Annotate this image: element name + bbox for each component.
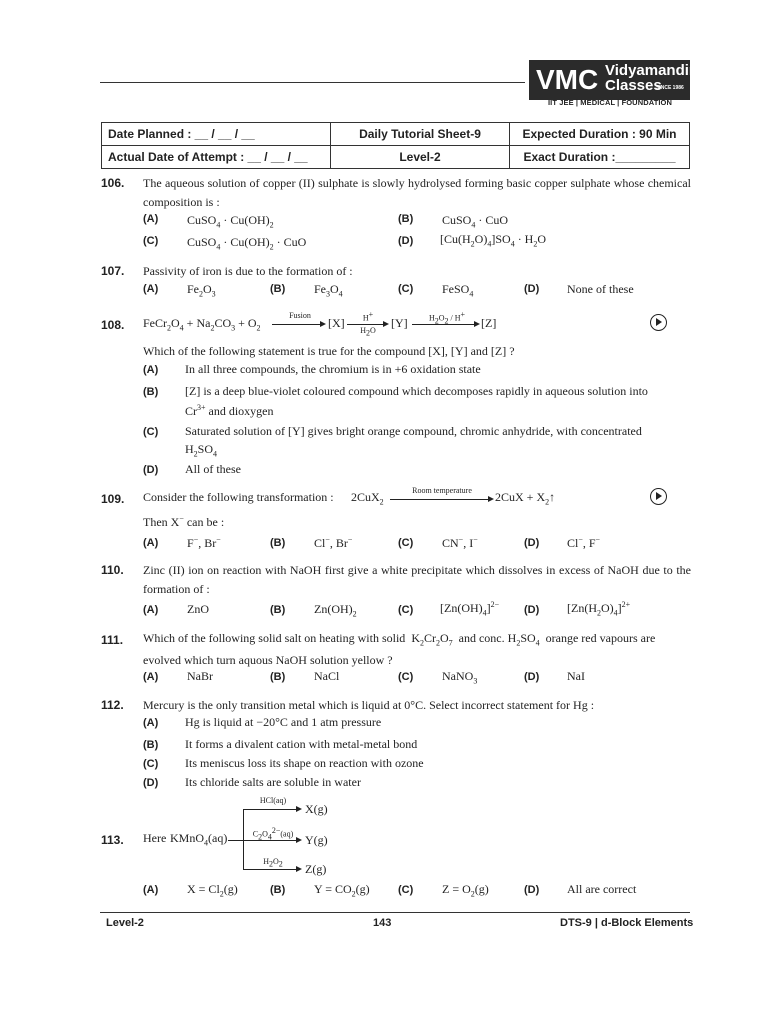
q113-arrow-top bbox=[243, 809, 300, 810]
q110-option-b-label: (B) bbox=[270, 604, 286, 616]
q108-option-d-label: (D) bbox=[143, 464, 159, 476]
q109-option-d: Cl−, F− bbox=[567, 535, 601, 550]
q113-option-d-label: (D) bbox=[524, 884, 540, 896]
q113-here: Here bbox=[143, 831, 167, 845]
q113-number: 113. bbox=[101, 833, 124, 847]
q107-option-d: None of these bbox=[567, 282, 634, 296]
q110-option-c-label: (C) bbox=[398, 604, 414, 616]
q110-option-a: ZnO bbox=[187, 602, 209, 616]
q109-option-b-label: (B) bbox=[270, 537, 286, 549]
date-planned: Date Planned : __ / __ / __ bbox=[102, 123, 331, 146]
q109-option-c-label: (C) bbox=[398, 537, 414, 549]
q109-arrow-label: Room temperature bbox=[412, 486, 472, 495]
q107-option-a: $Fe_2O_3$ bbox=[187, 282, 216, 299]
q110-option-d-label: (D) bbox=[524, 604, 540, 616]
logo-name-line1: Vidyamandir bbox=[605, 62, 695, 79]
q112-text: Mercury is the only transition metal which is liquid at 0°C. Select incorrect statement for Hg : bbox=[143, 698, 595, 712]
q109-option-a-label: (A) bbox=[143, 537, 159, 549]
q107-option-b: $Fe_3O_4$ bbox=[314, 282, 343, 299]
q111-number: 111. bbox=[101, 633, 124, 647]
q113-product-y: Y(g) bbox=[305, 833, 328, 847]
q111-text-line2: evolved which turn aquous NaOH solution yellow ? bbox=[143, 653, 393, 667]
page-number: 143 bbox=[373, 917, 392, 929]
q108-z: [Z] bbox=[481, 316, 497, 330]
q109-text: Consider the following transformation : bbox=[143, 490, 334, 504]
header-rule bbox=[100, 82, 525, 83]
exact-duration: Exact Duration :_________ bbox=[510, 146, 690, 169]
q113-option-a-label: (A) bbox=[143, 884, 159, 896]
q111-option-b: NaCl bbox=[314, 669, 340, 683]
q112-option-b: It forms a divalent cation with metal-metal bond bbox=[185, 737, 418, 751]
q113-arrow-bottom bbox=[243, 869, 300, 870]
q113-option-d: All are correct bbox=[567, 882, 637, 896]
q107-option-c: FeSO$_4$ bbox=[442, 282, 474, 299]
q113-product-x: X(g) bbox=[305, 802, 328, 816]
q108-option-b-line2: $Cr^{3+}$ and dioxygen bbox=[185, 403, 274, 418]
q111-option-d: NaI bbox=[567, 669, 585, 683]
q109-arrow bbox=[390, 499, 492, 500]
q108-arrow-3 bbox=[412, 324, 478, 325]
q107-number: 107. bbox=[101, 264, 125, 278]
sheet-level: Level-2 bbox=[331, 146, 510, 169]
q112-option-d-label: (D) bbox=[143, 777, 159, 789]
q106-option-b: CuSO$_4$ · CuO bbox=[442, 213, 509, 230]
q108-option-a-label: (A) bbox=[143, 364, 159, 376]
q108-option-c-line1: Saturated solution of [Y] gives bright orange compound, chromic anhydride, with concentrated bbox=[185, 424, 642, 438]
q109-option-c: CN−, I− bbox=[442, 535, 478, 550]
actual-date: Actual Date of Attempt : __ / __ / __ bbox=[102, 146, 331, 169]
q109-products: $2CuX + X_2↑$ bbox=[495, 490, 556, 507]
q108-x: [X] bbox=[328, 316, 345, 330]
q108-water-label: $H_2O$ bbox=[360, 326, 376, 338]
q110-text: Zinc (II) ion on reaction with NaOH first give a white precipitate which dissolves in excess of NaOH due to the formation of : bbox=[143, 563, 691, 596]
logo-tagline: IIT JEE | MEDICAL | FOUNDATION bbox=[548, 98, 673, 107]
q106-option-c-label: (C) bbox=[143, 235, 159, 247]
q108-h-plus-label: H+ bbox=[362, 310, 374, 323]
q106-option-d-label: (D) bbox=[398, 235, 414, 247]
q111-text: Which of the following solid salt on heating with solid $K_2Cr_2O_7$ and conc. $H_2SO_4$ orange red vapours are bbox=[143, 631, 656, 648]
q113-reagent-peroxide: $H_2O_2$ bbox=[263, 857, 283, 869]
sheet-info-table bbox=[101, 122, 690, 169]
q106-option-b-label: (B) bbox=[398, 213, 414, 225]
q106-text: The aqueous solution of copper (II) sulphate is slowly hydrolysed forming basic copper sulphate whose chemical composition is : bbox=[143, 176, 691, 209]
q112-number: 112. bbox=[101, 698, 124, 712]
q108-peroxide-label: $H_2O_2 / H^+$ bbox=[428, 310, 466, 326]
q111-option-c: NaNO$_3$ bbox=[442, 669, 478, 686]
q108-option-b-line1: [Z] is a deep blue-violet coloured compound which decomposes rapidly in aqueous solution into bbox=[185, 384, 648, 398]
q108-arrow-1 bbox=[272, 324, 324, 325]
q107-option-a-label: (A) bbox=[143, 283, 159, 295]
q108-option-d: All of these bbox=[185, 462, 241, 476]
logo-name-line2: Classes bbox=[605, 77, 662, 94]
q108-fusion-label: Fusion bbox=[289, 311, 311, 320]
q108-reaction-lhs: $FeCr_2O_4 + Na_2CO_3 + O_2$ bbox=[143, 316, 261, 333]
q113-reactant: KMnO$_4$(aq) bbox=[170, 831, 228, 848]
q113-product-z: Z(g) bbox=[305, 862, 327, 876]
q106-number: 106. bbox=[101, 176, 125, 190]
q111-option-c-label: (C) bbox=[398, 671, 414, 683]
q112-option-a: Hg is liquid at −20°C and 1 atm pressure bbox=[185, 715, 382, 729]
q108-arrow-2 bbox=[347, 324, 387, 325]
q109-option-b: Cl−, Br− bbox=[314, 535, 353, 550]
q112-option-c: Its meniscus loss its shape on reaction with ozone bbox=[185, 756, 424, 770]
q113-branch-line bbox=[243, 809, 244, 869]
q111-option-b-label: (B) bbox=[270, 671, 286, 683]
sheet-name: Daily Tutorial Sheet-9 bbox=[331, 123, 510, 146]
q108-number: 108. bbox=[101, 318, 125, 332]
q106-option-c: CuSO$_4$ · $Cu(OH)_2$ · CuO bbox=[187, 235, 307, 252]
q107-option-b-label: (B) bbox=[270, 283, 286, 295]
q113-option-c: $Z = O_2(g)$ bbox=[442, 882, 489, 899]
q110-option-d: $[Zn(H_2O)_4]^{2+}$ bbox=[567, 600, 631, 618]
q108-question: Which of the following statement is true for the compound [X], [Y] and [Z] ? bbox=[143, 344, 515, 358]
q110-option-a-label: (A) bbox=[143, 604, 159, 616]
footer-rule bbox=[100, 912, 690, 913]
q109-then: Then X− can be : bbox=[143, 514, 225, 529]
q113-option-b: $Y = CO_2(g)$ bbox=[314, 882, 370, 899]
q108-option-b-label: (B) bbox=[143, 386, 159, 398]
q107-option-c-label: (C) bbox=[398, 283, 414, 295]
q113-option-c-label: (C) bbox=[398, 884, 414, 896]
q106-option-a: CuSO$_4$ · $Cu(OH)_2$ bbox=[187, 213, 274, 230]
footer-level: Level-2 bbox=[106, 917, 144, 929]
expected-duration: Expected Duration : 90 Min bbox=[510, 123, 690, 146]
q106-option-d: $[Cu(H_2O)_4]SO_4 \cdot H_2O$ bbox=[440, 232, 547, 249]
q112-option-b-label: (B) bbox=[143, 739, 159, 751]
logo-vmc-text: VMC bbox=[536, 64, 599, 95]
q107-text: Passivity of iron is due to the formation of : bbox=[143, 264, 353, 278]
q108-option-a: In all three compounds, the chromium is in +6 oxidation state bbox=[185, 362, 481, 376]
footer-topic: DTS-9 | d-Block Elements bbox=[560, 917, 694, 929]
q110-number: 110. bbox=[101, 563, 124, 577]
q106-option-a-label: (A) bbox=[143, 213, 159, 225]
video-play-icon[interactable] bbox=[650, 314, 667, 331]
q109-option-d-label: (D) bbox=[524, 537, 540, 549]
video-play-icon[interactable] bbox=[650, 488, 667, 505]
q111-option-a-label: (A) bbox=[143, 671, 159, 683]
q107-option-d-label: (D) bbox=[524, 283, 540, 295]
q110-option-b: $Zn(OH)_2$ bbox=[314, 602, 357, 619]
q113-reagent-oxalate: $C_2O_4^{2-}(aq)$ bbox=[252, 826, 294, 842]
q113-option-a: $X = Cl_2(g)$ bbox=[187, 882, 238, 899]
q112-option-c-label: (C) bbox=[143, 758, 159, 770]
q111-option-a: NaBr bbox=[187, 669, 213, 683]
vmc-logo bbox=[529, 60, 695, 100]
q110-option-c: $[Zn(OH)_4]^{2-}$ bbox=[440, 600, 500, 618]
q113-option-b-label: (B) bbox=[270, 884, 286, 896]
q109-number: 109. bbox=[101, 492, 125, 506]
q112-option-a-label: (A) bbox=[143, 717, 159, 729]
q111-option-d-label: (D) bbox=[524, 671, 540, 683]
logo-since: SINCE 1986 bbox=[656, 85, 684, 91]
q108-option-c-line2: $H_2SO_4$ bbox=[185, 442, 218, 459]
q112-option-d: Its chloride salts are soluble in water bbox=[185, 775, 361, 789]
q108-option-c-label: (C) bbox=[143, 426, 159, 438]
q113-reagent-hcl: HCl(aq) bbox=[259, 796, 287, 805]
q109-reactant: 2CuX$_2$ bbox=[351, 490, 384, 507]
q108-y: [Y] bbox=[391, 316, 408, 330]
q109-option-a: F−, Br− bbox=[187, 535, 221, 550]
